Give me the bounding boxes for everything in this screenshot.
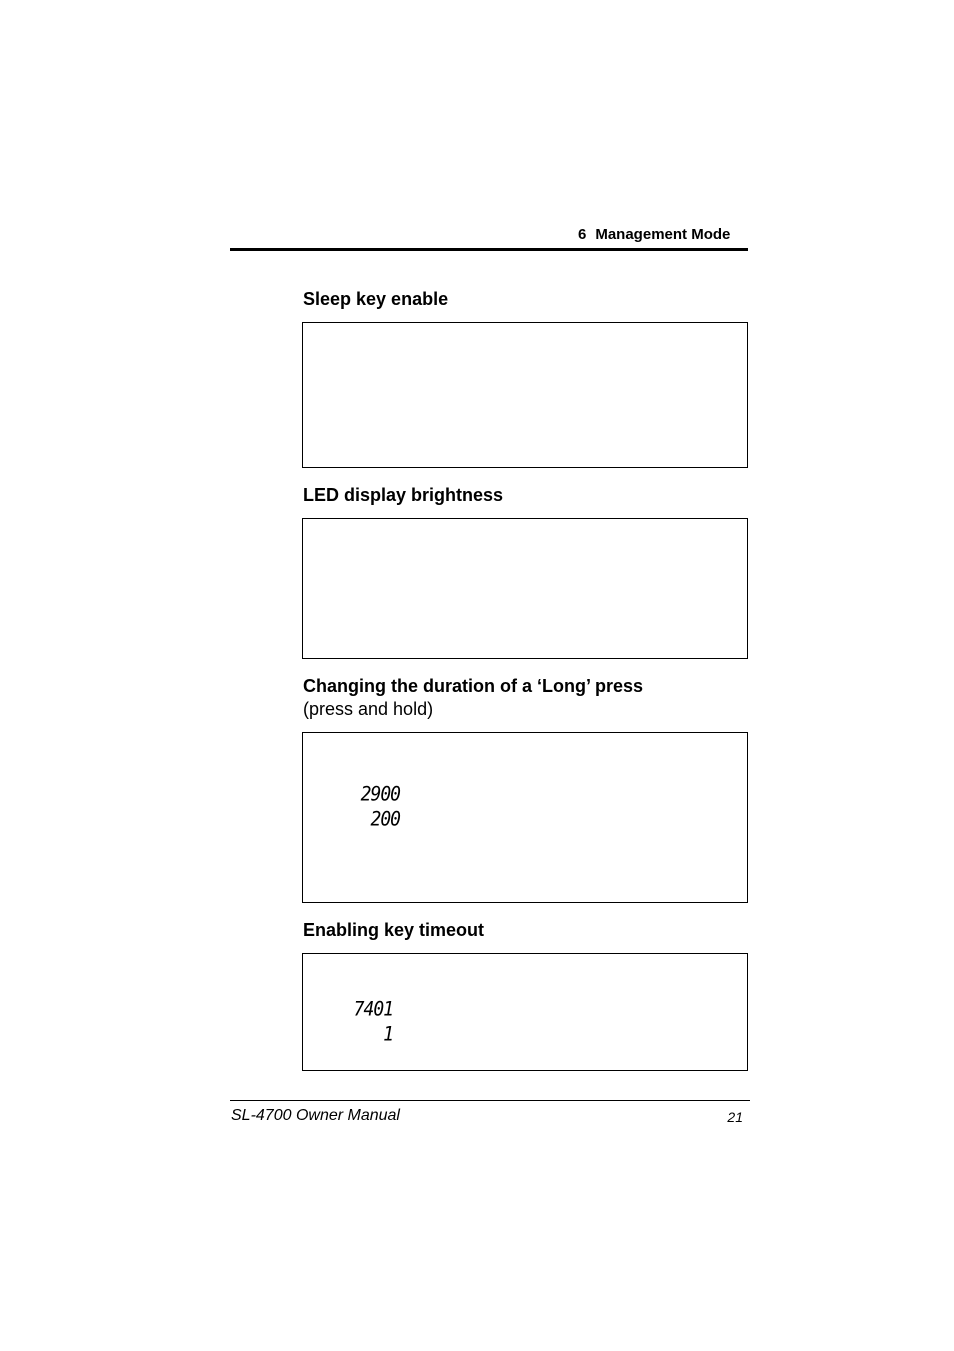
- section-subtitle-press-and-hold: (press and hold): [303, 699, 434, 719]
- section-title-long-press-duration: Changing the duration of a ‘Long’ press: [303, 676, 644, 696]
- running-header: [578, 226, 730, 243]
- panel-enabling-key-timeout: [302, 953, 748, 1071]
- chapter-number: 6: [578, 226, 587, 243]
- footer-rule: [230, 1100, 750, 1101]
- panel-sleep-key-enable: [302, 322, 748, 468]
- section-title-led-display-brightness: LED display brightness: [303, 485, 504, 505]
- panel-long-press-duration: [302, 732, 748, 903]
- lcd-display-line-1: 7401: [353, 997, 393, 1021]
- footer-manual-title: SL-4700 Owner Manual: [231, 1107, 400, 1124]
- footer-page-number: 21: [727, 1109, 743, 1125]
- panel-led-display-brightness: [302, 518, 748, 659]
- section-title-enabling-key-timeout: Enabling key timeout: [303, 920, 485, 940]
- lcd-display-line-2: 200: [370, 807, 400, 831]
- lcd-display-line-1: 2900: [360, 782, 400, 806]
- chapter-title: Management Mode: [595, 226, 731, 243]
- header-rule: [230, 248, 748, 251]
- lcd-display-line-2: 1: [383, 1022, 393, 1046]
- section-title-sleep-key-enable: Sleep key enable: [303, 289, 449, 309]
